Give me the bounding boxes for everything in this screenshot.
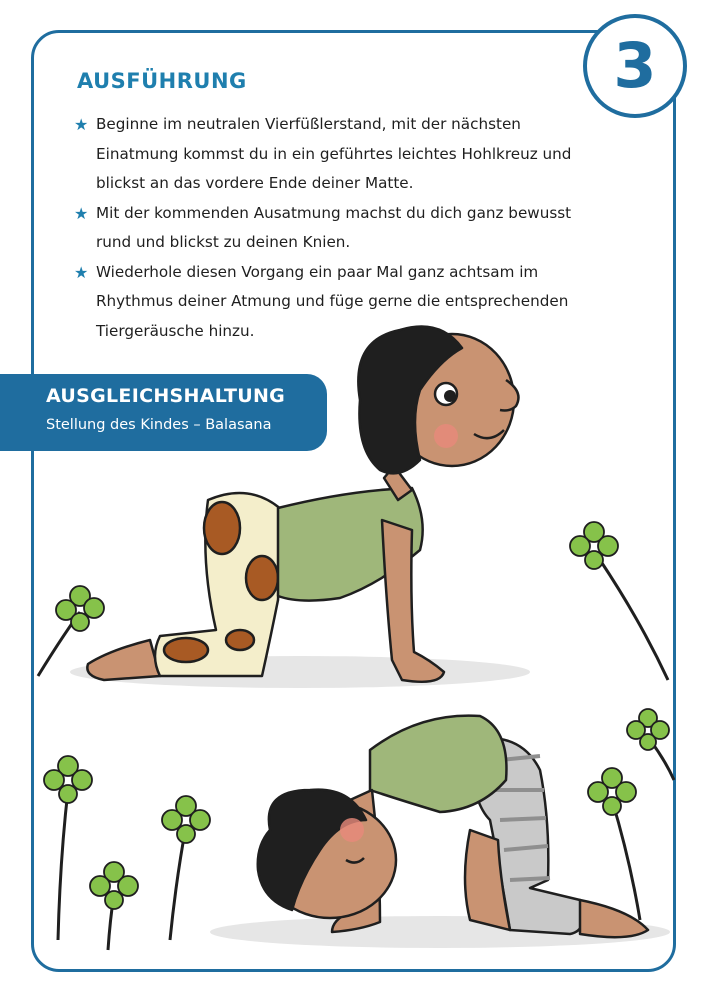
counter-pose-title: AUSGLEICHSHALTUNG (46, 385, 286, 407)
clover-icon (627, 709, 674, 780)
counter-pose-subtitle: Stellung des Kindes – Balasana (46, 417, 272, 433)
clover-icon (588, 768, 640, 920)
star-bullet-icon: ★ (74, 115, 89, 134)
card-number: 3 (613, 29, 657, 102)
step-text: Wiederhole diesen Vorgang ein paar Mal ganz achtsam im Rhythmus deiner Atmung und füge gerne die entsprechenden Tiergeräusche hinzu. (96, 262, 569, 340)
star-bullet-icon: ★ (74, 262, 89, 282)
clover-icon (570, 522, 668, 680)
clover-icon (90, 862, 138, 950)
clover-icon (162, 796, 210, 940)
counter-pose-banner (0, 374, 327, 451)
step-text: Mit der kommenden Ausatmung machst du dich ganz bewusst rund und blickst zu deinen Knien. (96, 203, 572, 251)
star-bullet-icon: ★ (74, 203, 89, 223)
clover-icon (44, 756, 92, 940)
section-title: AUSFÜHRUNG (77, 69, 247, 93)
step-text: Beginne im neutralen Vierfüßlerstand, mit der nächsten Einatmung kommst du in ein geführtes leichtes Hohlkreuz und blickst an das vordere Ende deiner Matte. (96, 115, 572, 192)
child-cat-pose (258, 716, 648, 938)
